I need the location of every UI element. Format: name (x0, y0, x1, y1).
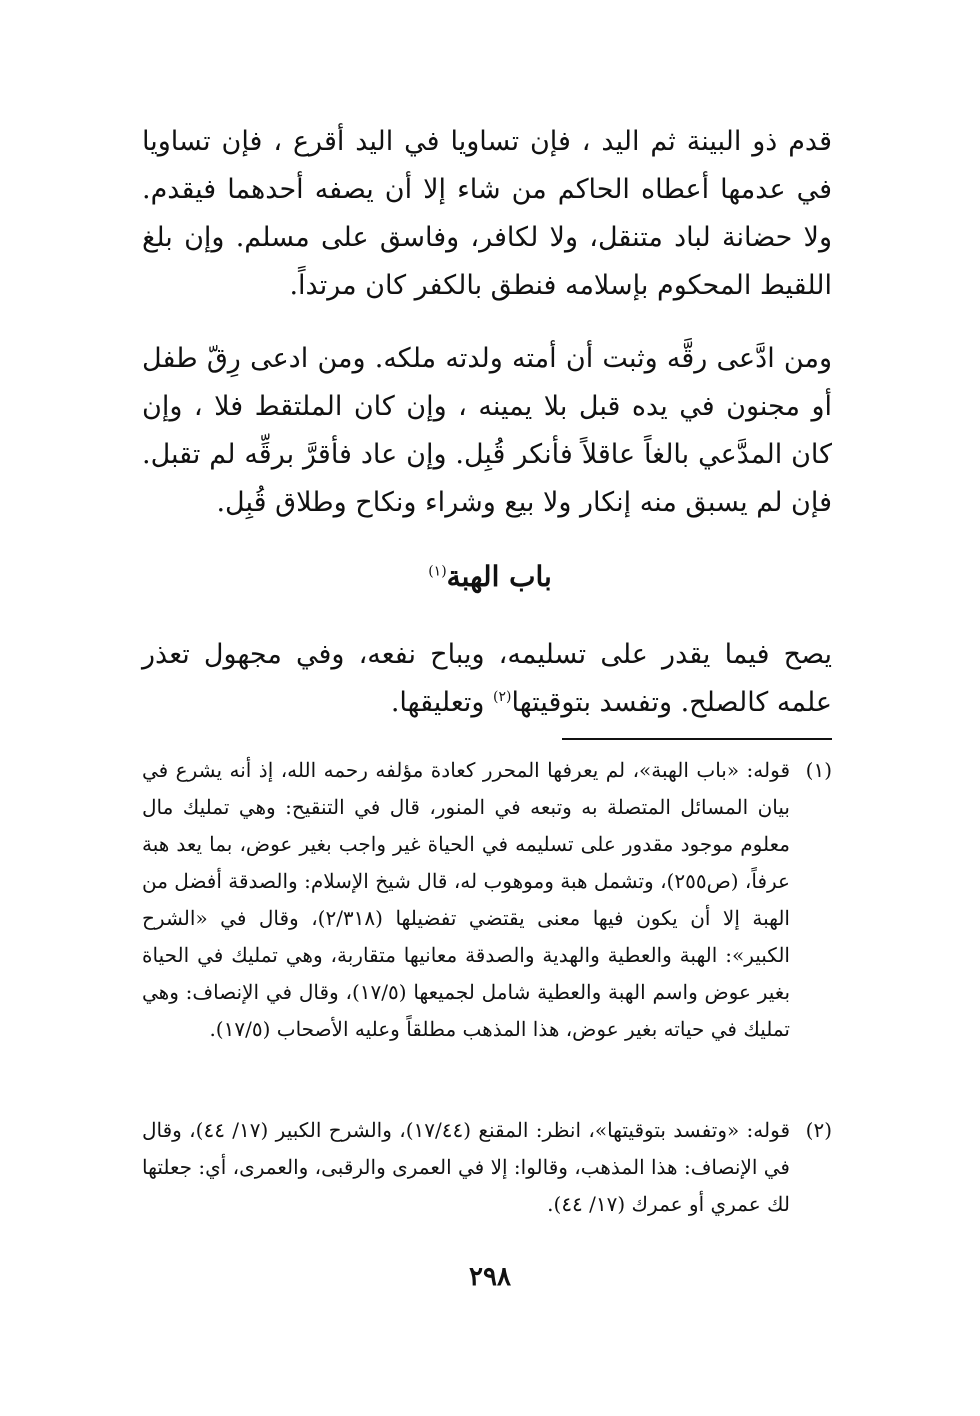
paragraph-3-text-end: وتعليقها. (390, 687, 494, 718)
footnote-2-number: (٢) (805, 1118, 832, 1142)
section-heading (0, 555, 980, 599)
body-paragraph-2: ومن ادَّعى رقَّه وثبت أن أمته ولدته ملكه. ومن ادعى رِقّ طفل أو مجنون في يده قبل بلا يمينه ، وإن كان الملتقط فلا ، وإن كان المدَّعي بالغاً عاقلاً فأنكر قُبِل. وإن عاد فأقرَّ برقِّه لم تقبل. فإن لم يسبق منه إنكار ولا بيع وشراء ونكاح وطلاق قُبِل. (142, 343, 832, 518)
paragraph-3-text: يصح فيما يقدر على تسليمه، ويباح نفعه، وفي مجهول تعذر علمه كالصلح. وتفسد بتوقيتها (142, 639, 832, 718)
footnote-2-text: قوله: «وتفسد بتوقيتها»، انظر: المقنع (١٧/٤٤)، والشرح الكبير (١٧/ ٤٤)، وقال في الإنصاف: هذا المذهب، وقالوا: إلا في العمرى والرقبى، والعمرى، أي: جعلتها لك عمري أو عمرك (١٧/ ٤٤). (142, 1118, 790, 1216)
footnote-1 (142, 752, 832, 1048)
paragraph-3-footnote-ref: (٢) (493, 689, 512, 705)
footnote-1-number: (١) (805, 758, 832, 782)
body-paragraph-3 (142, 631, 832, 727)
footnote-2 (142, 1112, 832, 1223)
heading-footnote-ref: (١) (428, 563, 447, 580)
page-number: ٢٩٨ (469, 1262, 511, 1292)
body-paragraph-1: قدم ذو البينة ثم اليد ، فإن تساويا في اليد أقرع ، فإن تساويا في عدمها أعطاه الحاكم من شاء إلا أن يصفه أحدهما فيقدم. ولا حضانة لباد متنقل، ولا لكافر، وفاسق على مسلم. وإن بلغ اللقيط المحكوم بإسلامه فنطق بالكفر كان مرتداً. (142, 126, 832, 301)
section-heading-text: باب الهبة (446, 560, 552, 593)
footnote-1-text: قوله: «باب الهبة»، لم يعرفها المحرر كعادة مؤلفه رحمه الله، إذ أنه يشرع في بيان المسائل المتصلة به وتبعه في المنور، قال في التنقيح: وهي تمليك مال معلوم موجود مقدور على تسليمه في الحياة غير واجب بغير عوض، بما يعد هبة عرفاً، (ص٢٥٥)، وتشمل هبة وموهوب له، قال شيخ الإسلام: والصدقة أفضل من الهبة إلا أن يكون فيها معنى يقتضي تفضيلها (٢/٣١٨)، وقال في «الشرح الكبير»: الهبة والعطية والهدية والصدقة معانيها متقاربة، وهي تمليك في الحياة بغير عوض واسم الهبة والعطية شامل لجميعها (١٧/٥)، وقال في الإنصاف: وهي تمليك في حياته بغير عوض، هذا المذهب مطلقاً وعليه الأصحاب (١٧/٥). (142, 758, 791, 1041)
footnote-separator (562, 738, 832, 740)
